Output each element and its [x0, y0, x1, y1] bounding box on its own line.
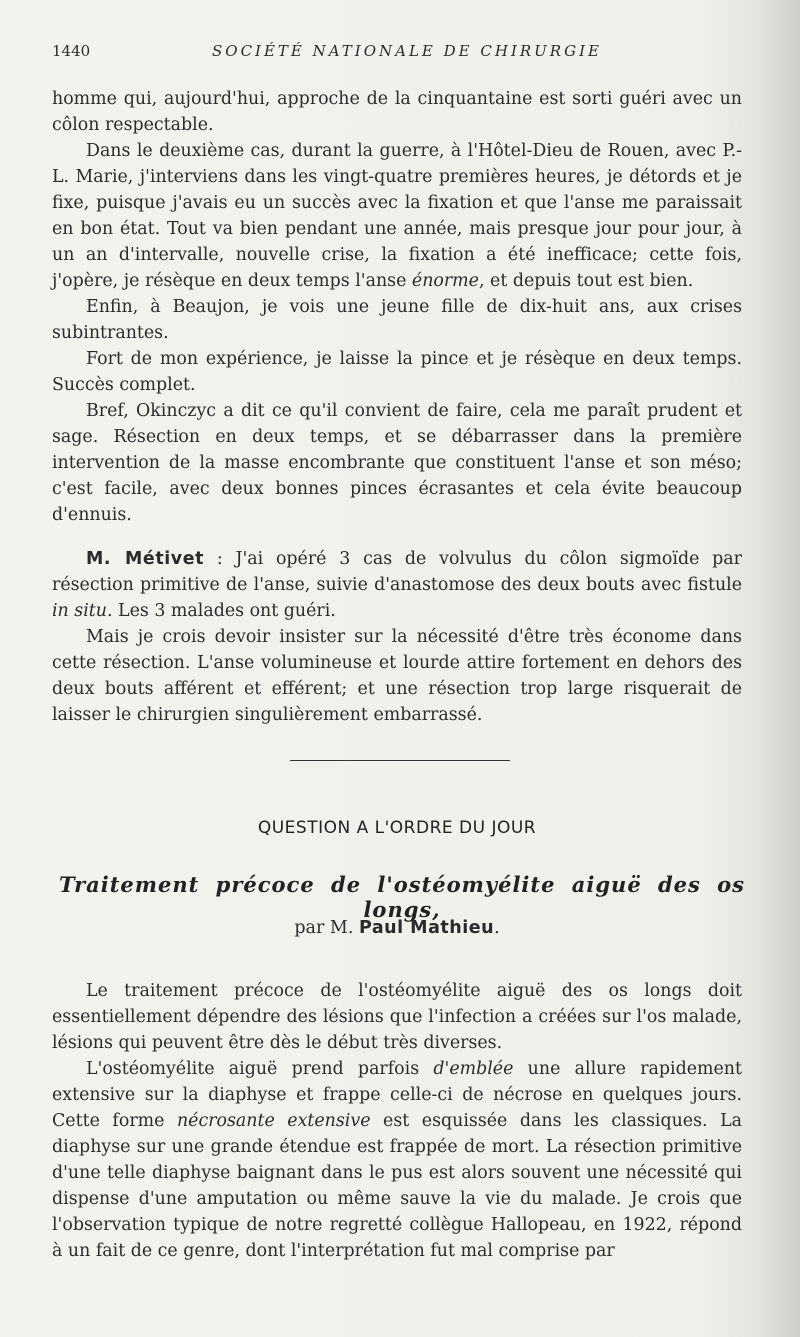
paragraph-text: . Les 3 malades ont guéri.: [106, 601, 336, 621]
paragraph-text: L'ostéomyélite aiguë prend parfois: [86, 1059, 434, 1079]
paragraph-text: : J'ai opéré 3 cas de volvulus du côlon sigmoïde par résection primitive de l'anse, suivie d'anastomose des deux bouts avec fistule: [52, 549, 742, 595]
running-title: SOCIÉTÉ NATIONALE DE CHIRURGIE: [212, 42, 602, 60]
paragraph-text: , et depuis tout est bien.: [478, 271, 694, 291]
paragraph-conclusion: Bref, Okinczyc a dit ce qu'il convient de faire, cela me paraît prudent et sage. Résection en deux temps, et se débarrasser dans la première intervention de la masse encombrante que constituent l'anse et son méso; c'est facile, avec deux bonnes pinces écrasantes et cela évite beaucoup d'ennuis.: [52, 401, 742, 525]
section-separator-rule: [290, 760, 510, 761]
paragraph-necrosante: [52, 1056, 742, 1264]
paragraph-beaujon: Enfin, à Beaujon, je vois une jeune fille de dix-huit ans, aux crises subintrantes.: [52, 297, 742, 343]
emphasis-text: in situ: [52, 601, 107, 621]
emphasis-text: nécrosante extensive: [176, 1111, 371, 1131]
section-heading: QUESTION A L'ORDRE DU JOUR: [257, 818, 537, 838]
paragraph-metivet-followup: Mais je crois devoir insister sur la nécessité d'être très économe dans cette résection. L'anse volumineuse et lourde attire fortement en dehors des deux bouts afférent et efférent; et une résection trop large risquerait de laisser le chirurgien singulièrement embarrassé.: [52, 627, 742, 725]
emphasis-text: énorme: [411, 271, 479, 291]
page-header: [52, 38, 742, 68]
paragraph-second-case: [52, 138, 742, 294]
article-byline: [52, 918, 742, 938]
paragraph-text: une allure rapidement extensive sur la diaphyse et frappe celle-ci de nécrose en quelques jours. Cette forme: [52, 1059, 742, 1131]
paragraph-metivet: [52, 546, 742, 624]
discussion-continuation: [52, 86, 742, 528]
paragraph-experience: Fort de mon expérience, je laisse la pince et je résèque en deux temps. Succès complet.: [52, 349, 742, 395]
byline-suffix: .: [494, 918, 500, 938]
paragraph-intro: Le traitement précoce de l'ostéomyélite aiguë des os longs doit essentiellement dépendre des lésions que l'infection a créées sur l'os malade, lésions qui peuvent être dès le début très diverses.: [52, 981, 742, 1053]
metivet-remarks: [52, 546, 742, 728]
article-body: [52, 978, 742, 1264]
author-name: Paul Mathieu: [358, 918, 495, 938]
speaker-name: M. Métivet: [86, 549, 205, 569]
byline-prefix: par M.: [294, 918, 359, 938]
paragraph-text: est esquissée dans les classiques. La diaphyse sur une grande étendue est frappée de mort. La résection primitive d'une telle diaphyse baignant dans le pus est alors souvent une nécessité qui dispense d'une amputation ou même sauve la vie du malade. Je crois que l'observation typique de notre regretté collègue Hallopeau, en 1922, répond à un fait de ce genre, dont l'interprétation fut mal comprise par: [52, 1111, 742, 1261]
article-title: Traitement précoce de l'ostéomyélite aiguë des os longs,: [58, 872, 745, 922]
paragraph-text: Dans le deuxième cas, durant la guerre, à l'Hôtel-Dieu de Rouen, avec P.-L. Marie, j'interviens dans les vingt-quatre premières heures, je détords et je fixe, puisque j'avais eu un succès avec la fixation et que l'anse me paraissait en bon état. Tout va bien pendant une année, mais presque jour pour jour, à un an d'intervalle, nouvelle crise, la fixation a été inefficace; cette fois, j'opère, je résèque en deux temps l'anse: [52, 141, 742, 291]
emphasis-text: d'emblée: [433, 1059, 514, 1079]
paragraph-continuation: homme qui, aujourd'hui, approche de la cinquantaine est sorti guéri avec un côlon respectable.: [52, 89, 742, 135]
page-number: 1440: [52, 42, 91, 60]
